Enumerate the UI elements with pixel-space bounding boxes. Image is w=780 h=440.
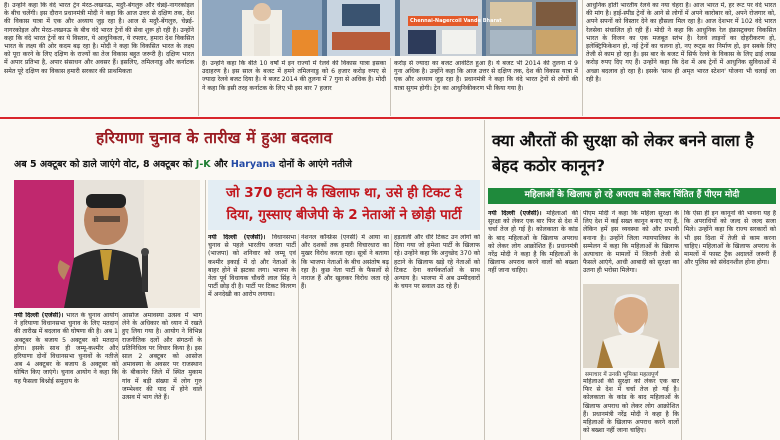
party-headline: जो 370 हटाने के खिलाफ था, उसे ही टिकट दे दिया, गुस्साए बीजेपी के 2 नेताओं ने छोड़ी पार्टी <box>225 185 462 223</box>
women-body-col2-top: पीएम मोदी ने कहा कि महिला सुरक्षा के लिए देश में कई सख्त कानून बनाए गए हैं, लेकिन हमें इस व्यवस्था को और प्रभावी बनाना है। उन्होंने जिला न्यायपालिका के सम्मेलन में कहा कि महिलाओं के खिलाफ अत्याचार के मामलों में जितनी तेजी से फैसले आएंगे, आधी आबादी को सुरक्षा का उतना ही भरोसा मिलेगा। <box>583 210 679 275</box>
women-subheadline-bar: महिलाओं के खिलाफ हो रहे अपराध को लेकर चिंतित हैं पीएम मोदी <box>488 188 776 204</box>
women-body-col3: कि ऐसा ही इन कानूनों की भावना यह है कि अपराधियों को जल्द से जल्द सजा मिले। उन्होंने कहा कि राज्य सरकारों को भी इस दिशा में तेजी से काम करना चाहिए। महिलाओं के खिलाफ अपराध के मामलों में फास्ट ट्रैक अदालतें जरूरी हैं और पुलिस को संवेदनशील होना होगा। <box>684 210 776 267</box>
pm-video-conference-photo <box>202 0 578 56</box>
party-body-col1: नयी दिल्ली (एजेंसी)। विधानसभा चुनाव से पहले भारतीय जनता पार्टी (भाजपा) को शनिवार को जम्मू एवं कश्मीर इकाई में दो और नेताओं के बाहर होने से झटका लगा। भाजपा के नेता पूर्व विधायक चौधरी लाल सिंह ने पार्टी छोड़ दी है। पार्टी पर टिकट वितरण में अनदेखी का आरोप लगाया। <box>208 234 296 299</box>
party-body-col3: हड़ताली और धीरे टिकट उन लोगों को दिया गया जो हमेशा पार्टी के खिलाफ रहे। उन्होंने कहा कि अनुच्छेद 370 को हटाने के खिलाफ खड़े रहे नेताओं को टिकट देना कार्यकर्ताओं के साथ अन्याय है। भाजपा में अब उम्मीदवारों के चयन पर सवाल उठ रहे हैं। <box>394 234 480 291</box>
party-body-col2: नेशनल कॉन्फ्रेंस (एनसी) में आया था और दशकों तक हमारी विचारधारा का मुखर विरोध करता रहा। सूत्रों ने बताया कि भाजपा नेताओं के बीच असंतोष बढ़ रहा है। कुछ नेता पार्टी के फैसलों से नाराज हैं और खुलकर विरोध जता रहे हैं। <box>301 234 389 291</box>
top-col3-text: करोड़ से ज्यादा का बजट आवंटित हुआ है। ये बजट भी 2014 की तुलना में 9 गुना अधिक है। उन्होंने कहा कि आज उत्तर से दक्षिण तक, देश की विकास यात्रा में एक और अध्याय जुड़ रहा है। प्रधानमंत्री ने कहा कि वंदे भारत ट्रेनों से लोगों की यात्रा सुगम होगी। ट्रेन का आधुनिकीकरण भी किया गया है। <box>394 60 578 92</box>
section-divider <box>0 117 780 119</box>
election-commissioner-photo <box>14 180 200 308</box>
haryana-body-col1: नयी दिल्ली (एजेंसी)। भारत के चुनाव आयोग ने हरियाणा विधानसभा चुनाव के लिए मतदान की तारीख में बदलाव की घोषणा की है। अब 1 अक्टूबर के बजाय 5 अक्टूबर को मतदान होगा। इसके साथ ही जम्मू-कश्मीर और हरियाणा दोनों विधानसभा चुनावों के नतीजे अब 4 अक्टूबर के बजाय 8 अक्टूबर को घोषित किए जाएंगे। चुनाव आयोग ने कहा कि यह फैसला बिश्नोई समुदाय के <box>14 312 118 385</box>
photo-label: Chennai-Nagercoil Vande Bharat <box>410 18 502 24</box>
pm-photo-caption: समाचार में उनकी भूमिका महत्वपूर्ण <box>585 372 659 378</box>
top-col2-text: है। उन्होंने कहा कि बीते 10 वर्षों में इन राज्यों में रेलवे की विकास यात्रा इसका उदाहरण है। इस साल के बजट में हमने तमिलनाडु को 6 हजार करोड़ रुपए से ज्यादा रेलवे बजट दिया है। ये बजट 2014 की तुलना में 7 गुना से अधिक है। मोदी ने कहा कि इसी तरह कर्नाटक के लिए भी इस बार 7 हजार <box>202 60 386 92</box>
women-body-col1: नयी दिल्ली (एजेंसी)। महिलाओं की सुरक्षा को लेकर एक बार फिर से देश में चर्चा तेज हो गई है। कोलकाता के कांड के बाद महिलाओं के खिलाफ अपराध को लेकर लोग आक्रोशित हैं। प्रधानमंत्री नरेंद्र मोदी ने कहा है कि महिलाओं के खिलाफ अपराध करने वालों को बख्शा नहीं जाना चाहिए। <box>488 210 578 275</box>
women-headline: क्या औरतों की सुरक्षा को लेकर बनने वाला है बेहद कठोर कानून? <box>492 131 754 175</box>
haryana-subheadline: अब 5 अक्टूबर को डाले जाएंगे वोट, 8 अक्टूबर को J-K और Haryana दोनों के आएंगे नतीजे <box>14 159 352 170</box>
pm-modi-photo <box>583 284 679 368</box>
haryana-headline: हरियाणा चुनाव के तारीख में हुआ बदलाव <box>96 129 333 147</box>
top-col4-text: आधुनिक होती भारतीय रेलवे का नया चेहरा है। आज भारत में, हर रूट पर वंदे भारत की मांग है। हाई-स्पीड ट्रेनों के आने से लोगों में अपने कारोबार को, अपने रोजगार को, अपने सपनों को विस्तार देने का हौसला मिल रहा है। आज देशभर में 102 वंदे भारत रेलसेवा संचालित हो रही हैं। मोदी ने कहा कि आधुनिक रेल इंफ्रास्ट्रक्चर विकसित भारत के विजन का एक मजबूत स्तंभ है। रेलवे लाइनों का दोहरीकरण हो, इलेक्ट्रिफिकेशन हो, नई ट्रेनों का चलना हो, नए रूट्स का निर्माण हो, इन सबके लिए तेजी से काम हो रहा है। इस बार के बजट में सिर्फ रेलवे के विकास के लिए ढाई लाख करोड़ रुपए दिए गए हैं। उन्होंने कहा कि देश में अब ट्रेनों में आधुनिक सुविधाओं में अच्छा बदलाव हो रहा है। इसके 'साथ ही अमृत भारत स्टेशन' योजना भी चलाई जा रही है। <box>586 2 776 83</box>
haryana-body-col2: आसोज अमावस्या उत्सव में भाग लेने के अधिकार को ध्यान में रखते हुए लिया गया है। आयोग ने विभिन्न राजनीतिक दलों और संगठनों के प्रतिनिधित्व पर विचार किया है। इस साल 2 अक्टूबर को आसोज अमावस्या के अवसर पर राजस्थान के बीकानेर जिले में स्थित मुकाम गांव में बड़ी संख्या में लोग गुरु जम्भेश्वर की याद में होने वाले उत्सव में भाग लेते हैं। <box>122 312 202 402</box>
top-col1-text: हैं। उन्होंने कहा कि वंदे भारत ट्रेन मेरठ-लखनऊ, मदुरै-बेंगलुरु और चेन्नई-नागरकोइल के बीच चलेंगी। इस दौरान प्रधानमंत्री मोदी ने कहा कि आज उत्तर से दक्षिण तक, देश की विकास यात्रा में एक और अध्याय जुड़ रहा है। आज से मदुरै-बेंगलुरु, चेन्नई-नागरकोइल और मेरठ-लखनऊ के बीच वंदे भारत ट्रेनों की सेवा शुरू हो रही है। उन्होंने कहा कि वंदे भारत ट्रेनों का ये विस्तार, ये आधुनिकता, ये रफ्तार, हमारा देश विकसित भारत के लक्ष्य की ओर कदम बढ़ रहा है। मोदी ने कहा कि विकसित भारत के लक्ष्य को पूरा करने के लिए दक्षिण के राज्यों का तेज विकास बहुत जरूरी है। दक्षिण भारत में अपार प्रतिभा है, अपार संसाधन और अवसर हैं। इसलिए, तमिलनाडु और कर्नाटक समेत पूरे दक्षिण का विकास हमारी सरकार की प्राथमिकता <box>4 2 194 75</box>
women-body-col2-bottom: महिलाओं की सुरक्षा को लेकर एक बार फिर से देश में चर्चा तेज हो गई है। कोलकाता के कांड के बाद महिलाओं के खिलाफ अपराध को लेकर लोग आक्रोशित हैं। प्रधानमंत्री नरेंद्र मोदी ने कहा है कि महिलाओं के खिलाफ अपराध करने वालों को बख्शा नहीं जाना चाहिए। <box>583 378 679 435</box>
